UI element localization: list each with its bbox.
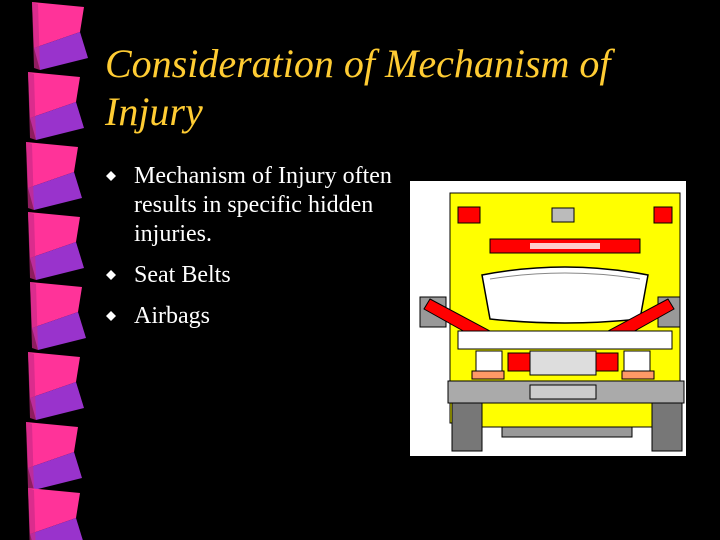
bullet-item: [104, 261, 404, 290]
bullet-text: Airbags: [134, 303, 210, 329]
bullet-list: [104, 162, 404, 343]
diamond-bullet-icon: [106, 311, 116, 321]
slide-title: Consideration of Mechanism of Injury: [105, 41, 611, 134]
decorative-ribbon: [0, 0, 100, 540]
bullet-item: [104, 302, 404, 331]
diamond-bullet-icon: [106, 171, 116, 181]
bullet-text: Mechanism of Injury often results in specific hidden injuries.: [134, 163, 392, 247]
ambulance-front-icon: [410, 181, 686, 456]
bullet-text: Seat Belts: [134, 262, 231, 288]
bullet-item: [104, 162, 404, 249]
diamond-bullet-icon: [106, 270, 116, 280]
